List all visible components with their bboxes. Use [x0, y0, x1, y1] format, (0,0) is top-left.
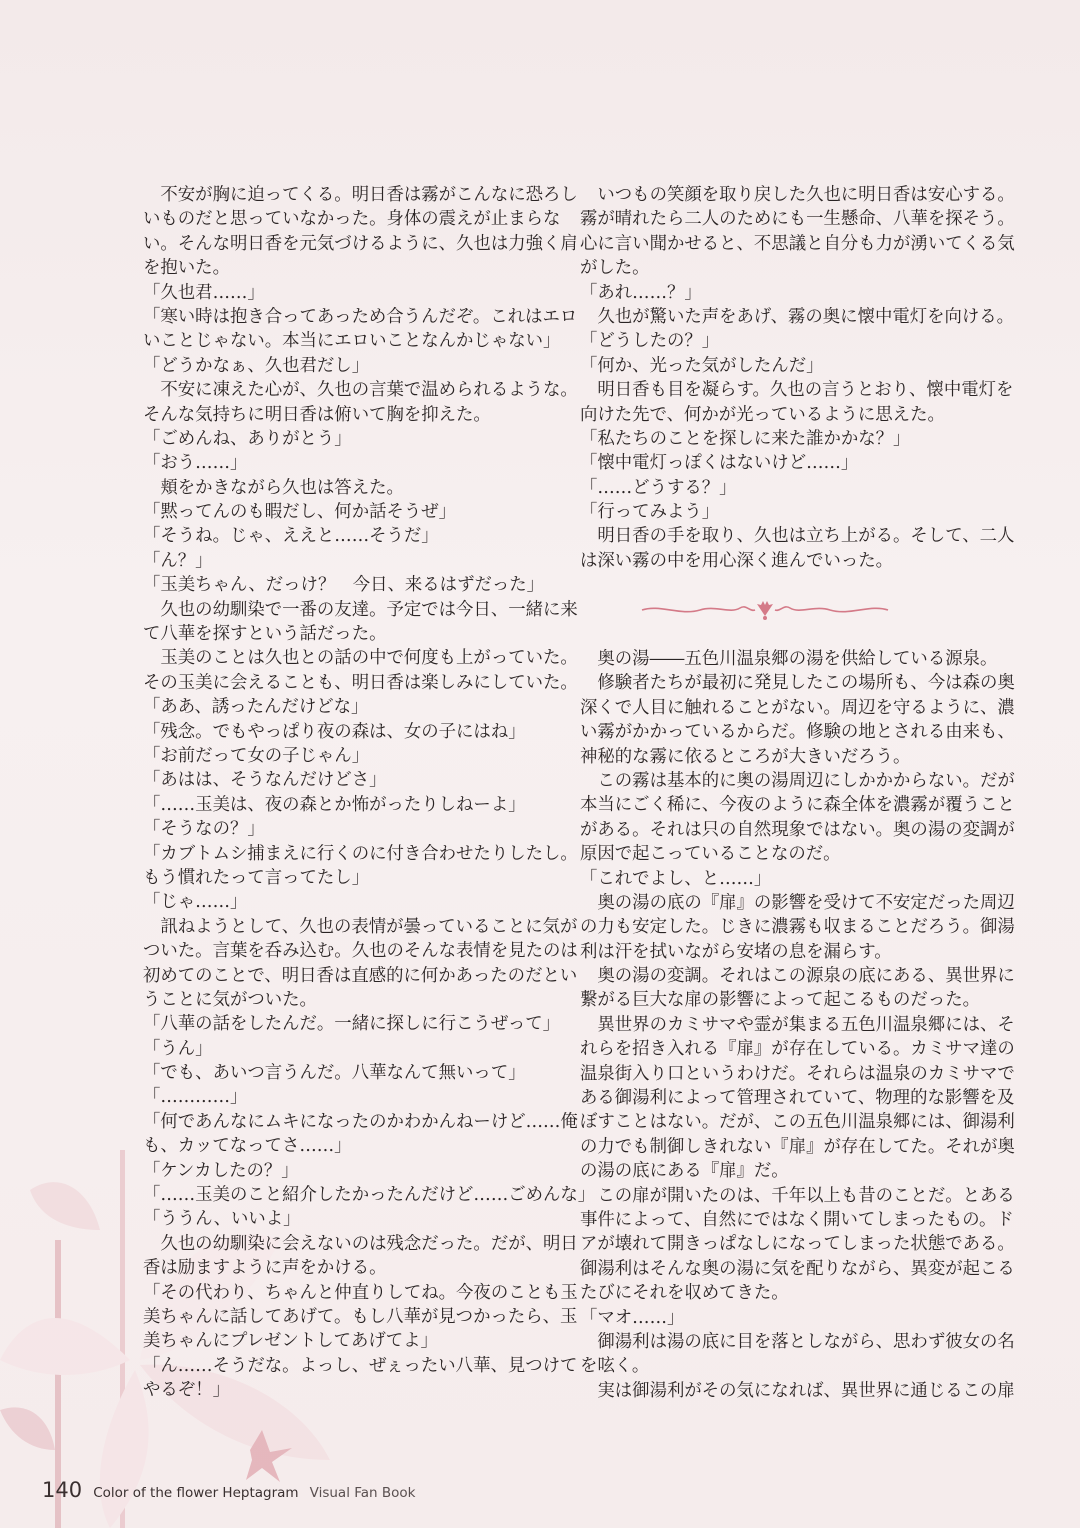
text-line: 「どうかなぁ、久也君だし」 — [143, 355, 370, 376]
text-line: その玉美に会えることも、明日香は楽しみにしていた。 — [143, 672, 578, 693]
text-line: 不安に凍えた心が、久也の言葉で温められるような。 — [143, 380, 578, 401]
text-line: 事件によって、自然にではなく開いてしまったもの。ド — [580, 1209, 1014, 1230]
text-line: い。そんな明日香を元気づけるように、久也は力強く肩 — [143, 233, 578, 254]
text-line: 霧が晴れたら二人のためにも一生懸命、八華を探そう。 — [580, 209, 1015, 230]
text-line: 頬をかきながら久也は答えた。 — [143, 477, 404, 498]
text-line: 利は汗を拭いながら安堵の息を漏らす。 — [580, 941, 892, 962]
text-line: 「カブトムシ捕まえに行くのに付き合わせたりしたし。 — [143, 843, 578, 864]
text-line: の力も安定した。じきに濃霧も収まることだろう。御湯 — [580, 917, 1015, 938]
text-line: 向けた先で、何かが光っているように思えた。 — [580, 404, 945, 425]
text-line: 「じゃ……」 — [143, 892, 248, 913]
text-line: いことじゃない。本当にエロいことなんかじゃない」 — [143, 331, 561, 352]
text-line: 「マオ……」 — [580, 1307, 685, 1328]
text-line: れらを招き入れる『扉』が存在している。カミサマ達の — [580, 1039, 1015, 1060]
text-line: いものだと思っていなかった。身体の震えが止まらな — [143, 209, 561, 230]
page-footer — [42, 1478, 416, 1502]
book-subtitle: Visual Fan Book — [309, 1485, 416, 1501]
text-line: この扉が開いたのは、千年以上も昔のことだ。とある — [580, 1185, 1015, 1206]
text-line: やるぞ！」 — [143, 1380, 230, 1401]
text-line: の力でも制御しきれない『扉』が存在してた。それが奥 — [580, 1136, 1015, 1157]
text-line: 「玉美ちゃん、だっけ？ 今日、来るはずだった」 — [143, 575, 545, 596]
text-line: 「何であんなにムキになったのかわかんねーけど……俺 — [143, 1111, 578, 1132]
text-line: 「その代わり、ちゃんと仲直りしてね。今夜のことも玉 — [143, 1282, 578, 1303]
text-line: ぼすことはない。だが、この五色川温泉郷には、御湯利 — [580, 1112, 1015, 1133]
text-line: 香は励ますように声をかける。 — [143, 1258, 387, 1279]
text-line: 初めてのことで、明日香は直感的に何かあったのだとい — [143, 965, 578, 986]
text-line: 奥の湯――五色川温泉郷の湯を供給している源泉。 — [580, 649, 998, 669]
text-line: 「これでよし、と……」 — [580, 868, 772, 889]
text-line: ついた。言葉を呑み込む。久也のそんな表情を見たのは — [143, 941, 578, 962]
text-line: 「懐中電灯っぽくはないけど……」 — [580, 453, 859, 474]
text-line: 修験者たちが最初に発見したこの場所も、今は森の奥 — [580, 673, 1015, 694]
text-line: い霧がかかっているからだ。修験の地とされる由来も、 — [580, 722, 1015, 743]
text-line: いつもの笑顔を取り戻した久也に明日香は安心する。 — [580, 185, 1015, 205]
text-line: を呟く。 — [580, 1356, 650, 1377]
text-line: 「ケンカしたの？」 — [143, 1160, 299, 1181]
text-line: 奥の湯の底の『扉』の影響を受けて不安定だった周辺 — [580, 892, 1015, 913]
text-line: ある御湯利によって管理されていて、物理的な影響を及 — [580, 1088, 1015, 1109]
text-line: 「残念。でもやっぱり夜の森は、女の子にはね」 — [143, 721, 526, 742]
flower-leaf — [0, 1407, 55, 1450]
text-line: も、カッてなってさ……」 — [143, 1136, 352, 1157]
text-line: 神秘的な霧に依るところが大きいだろう。 — [580, 746, 911, 767]
text-line: 「……どうする？」 — [580, 477, 737, 498]
text-line: 御湯利はそんな奥の湯に気を配りながら、異変が起こる — [580, 1258, 1015, 1279]
text-line: 原因で起こっていることなのだ。 — [580, 844, 841, 865]
text-line: 訊ねようとして、久也の表情が曇っていることに気が — [143, 916, 578, 937]
text-line: 「行ってみよう」 — [580, 502, 720, 523]
text-line: 「……玉美のこと紹介したかったんだけど……ごめんな」 — [143, 1185, 596, 1206]
text-line: 「どうしたの？」 — [580, 331, 720, 352]
text-line: 「お前だって女の子じゃん」 — [143, 745, 370, 766]
text-line: 実は御湯利がその気になれば、異世界に通じるこの扉 — [580, 1380, 1015, 1401]
book-title: Color of the flower Heptagram — [93, 1485, 299, 1501]
text-line: の湯の底にある『扉』だ。 — [580, 1161, 789, 1182]
page-number: 140 — [42, 1478, 83, 1502]
text-line: 「そうね。じゃ、ええと……そうだ」 — [143, 526, 439, 547]
text-line: 「ん？」 — [143, 550, 213, 571]
text-line: 「でも、あいつ言うんだ。八華なんて無いって」 — [143, 1063, 526, 1084]
text-line: 久也の幼馴染で一番の友達。予定では今日、一緒に来 — [143, 599, 578, 620]
text-line: 「寒い時は抱き合ってあっため合うんだぞ。これはエロ — [143, 306, 578, 327]
text-line: 「うん」 — [143, 1038, 213, 1059]
text-line: 奥の湯の変調。それはこの源泉の底にある、異世界に — [580, 966, 1015, 987]
text-line: もう慣れたって言ってたし」 — [143, 867, 370, 888]
flower-petal — [0, 1318, 130, 1375]
text-line: 久也の幼馴染に会えないのは残念だった。だが、明日 — [143, 1233, 578, 1254]
text-line: 異世界のカミサマや霊が集まる五色川温泉郷には、そ — [580, 1014, 1015, 1035]
text-line: 温泉街入り口というわけだ。それらは温泉のカミサマで — [580, 1063, 1015, 1084]
ornamental-divider — [640, 598, 890, 622]
text-line: 不安が胸に迫ってくる。明日香は霧がこんなに恐ろし — [143, 185, 578, 205]
text-line: 「ん……そうだな。よっし、ぜぇったい八華、見つけて — [143, 1355, 578, 1376]
text-line: 玉美のことは久也との話の中で何度も上がっていた。 — [143, 648, 578, 669]
text-line: アが壊れて開きっぱなしになってしまった状態である。 — [580, 1234, 1015, 1255]
right-text-column-section-2 — [580, 647, 1015, 1403]
text-line: そんな気持ちに明日香は俯いて胸を抑えた。 — [143, 404, 491, 425]
text-line: て八華を探すという話だった。 — [143, 624, 387, 645]
text-line: 「黙ってんのも暇だし、何か話そうぜ」 — [143, 502, 457, 523]
text-line: 「ううん、いいよ」 — [143, 1209, 301, 1230]
text-line: 「おう……」 — [143, 453, 248, 474]
text-line: は深い霧の中を用心深く進んでいった。 — [580, 550, 894, 571]
text-line: 繋がる巨大な扉の影響によって起こるものだった。 — [580, 990, 980, 1011]
text-line: 「ああ、誘ったんだけどな」 — [143, 697, 369, 718]
text-line: 「そうなの？」 — [143, 819, 265, 840]
text-line: 「あはは、そうなんだけどさ」 — [143, 770, 387, 791]
text-line: 深くで人目に触れることがない。周辺を守るように、濃 — [580, 697, 1015, 718]
text-line: 本当にごく稀に、今夜のように森全体を濃霧が覆うこと — [580, 795, 1015, 816]
text-line: 「私たちのことを探しに来た誰かかな？」 — [580, 428, 911, 449]
text-line: 「……玉美は、夜の森とか怖がったりしねーよ」 — [143, 794, 526, 815]
text-line: たびにそれを収めてきた。 — [580, 1283, 789, 1304]
text-line: うことに気がついた。 — [143, 989, 317, 1010]
text-line: 美ちゃんに話してあげて。もし八華が見つかったら、玉 — [143, 1306, 578, 1327]
text-line: を抱いた。 — [143, 258, 230, 279]
text-line: がある。それは只の自然現象ではない。奥の湯の変調が — [580, 819, 1015, 840]
text-line: 「ごめんね、ありがとう」 — [143, 428, 352, 449]
text-line: 心に言い聞かせると、不思議と自分も力が湧いてくる気 — [580, 233, 1015, 254]
text-line: 御湯利は湯の底に目を落としながら、思わず彼女の名 — [580, 1331, 1015, 1352]
text-line: 「…………」 — [143, 1087, 248, 1108]
text-line: この霧は基本的に奥の湯周辺にしかかからない。だが — [580, 770, 1015, 791]
text-line: 明日香も目を凝らす。久也の言うとおり、懐中電灯を — [580, 380, 1014, 401]
text-line: 「あれ……？」 — [580, 282, 702, 303]
text-line: 「久也君……」 — [143, 282, 265, 303]
right-text-column-section-1 — [580, 183, 1015, 573]
text-line: 「八華の話をしたんだ。一緒に探しに行こうぜって」 — [143, 1014, 561, 1035]
text-line: 明日香の手を取り、久也は立ち上がる。そして、二人 — [580, 526, 1015, 547]
text-line: 美ちゃんにプレゼントしてあげてよ」 — [143, 1331, 438, 1352]
flower-leaf — [30, 1182, 100, 1230]
left-text-column — [143, 183, 596, 1403]
flower-petal — [100, 1370, 149, 1528]
text-line: 「何か、光った気がしたんだ」 — [580, 355, 824, 376]
text-line: 久也が驚いた声をあげ、霧の奥に懐中電灯を向ける。 — [580, 306, 1015, 327]
text-line: がした。 — [580, 258, 650, 279]
